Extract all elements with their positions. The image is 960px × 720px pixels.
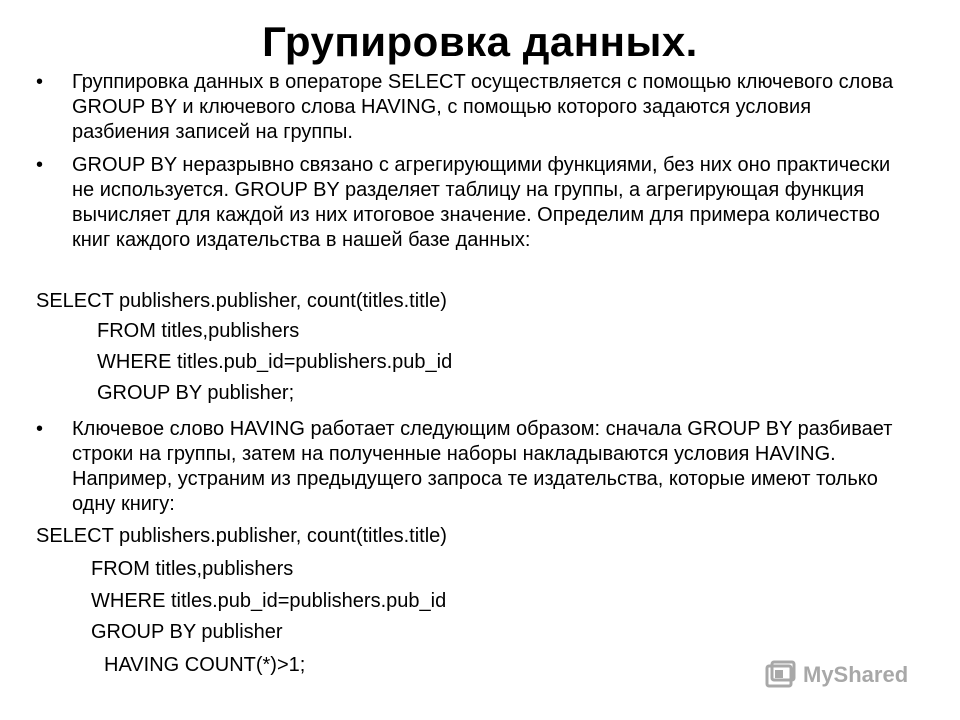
code-line: FROM titles,publishers <box>97 320 300 342</box>
code-line: SELECT publishers.publisher, count(titles.title) <box>36 525 447 547</box>
code-line: WHERE titles.pub_id=publishers.pub_id <box>91 590 447 612</box>
slide-title: Групировка данных. <box>262 18 698 65</box>
code-line: SELECT publishers.publisher, count(titles.title) <box>36 290 447 312</box>
myshared-logo-icon <box>765 660 797 690</box>
code-line: WHERE titles.pub_id=publishers.pub_id <box>97 351 453 373</box>
code-line: GROUP BY publisher; <box>97 382 295 404</box>
bullet-item-1: • Группировка данных в операторе SELECT осуществляется с помощью ключевого слова GROUP BY и ключевого слова HAVING, с помощью которого задаются условия разбиения записей на группы. <box>72 70 912 145</box>
watermark-text: MyShared <box>803 662 909 687</box>
code-line: HAVING COUNT(*)>1; <box>104 654 306 676</box>
code-line: FROM titles,publishers <box>91 558 294 580</box>
bullet-item-2: • GROUP BY неразрывно связано с агрегирующими функциями, без них оно практически не используется. GROUP BY разделяет таблицу на группы, а агрегирующая функция вычисляет для каждой из них итоговое значение. Определим для примера количество книг каждого издательства в нашей базе данных: <box>72 153 912 253</box>
watermark <box>765 655 908 695</box>
bullet-item-3: • Ключевое слово HAVING работает следующим образом: сначала GROUP BY разбивает строки на группы, затем на полученные наборы накладываются условия HAVING. Например, устраним из предыдущего запроса те издательства, которые имеют только одну книгу: <box>72 417 912 517</box>
code-line: GROUP BY publisher <box>91 621 283 643</box>
